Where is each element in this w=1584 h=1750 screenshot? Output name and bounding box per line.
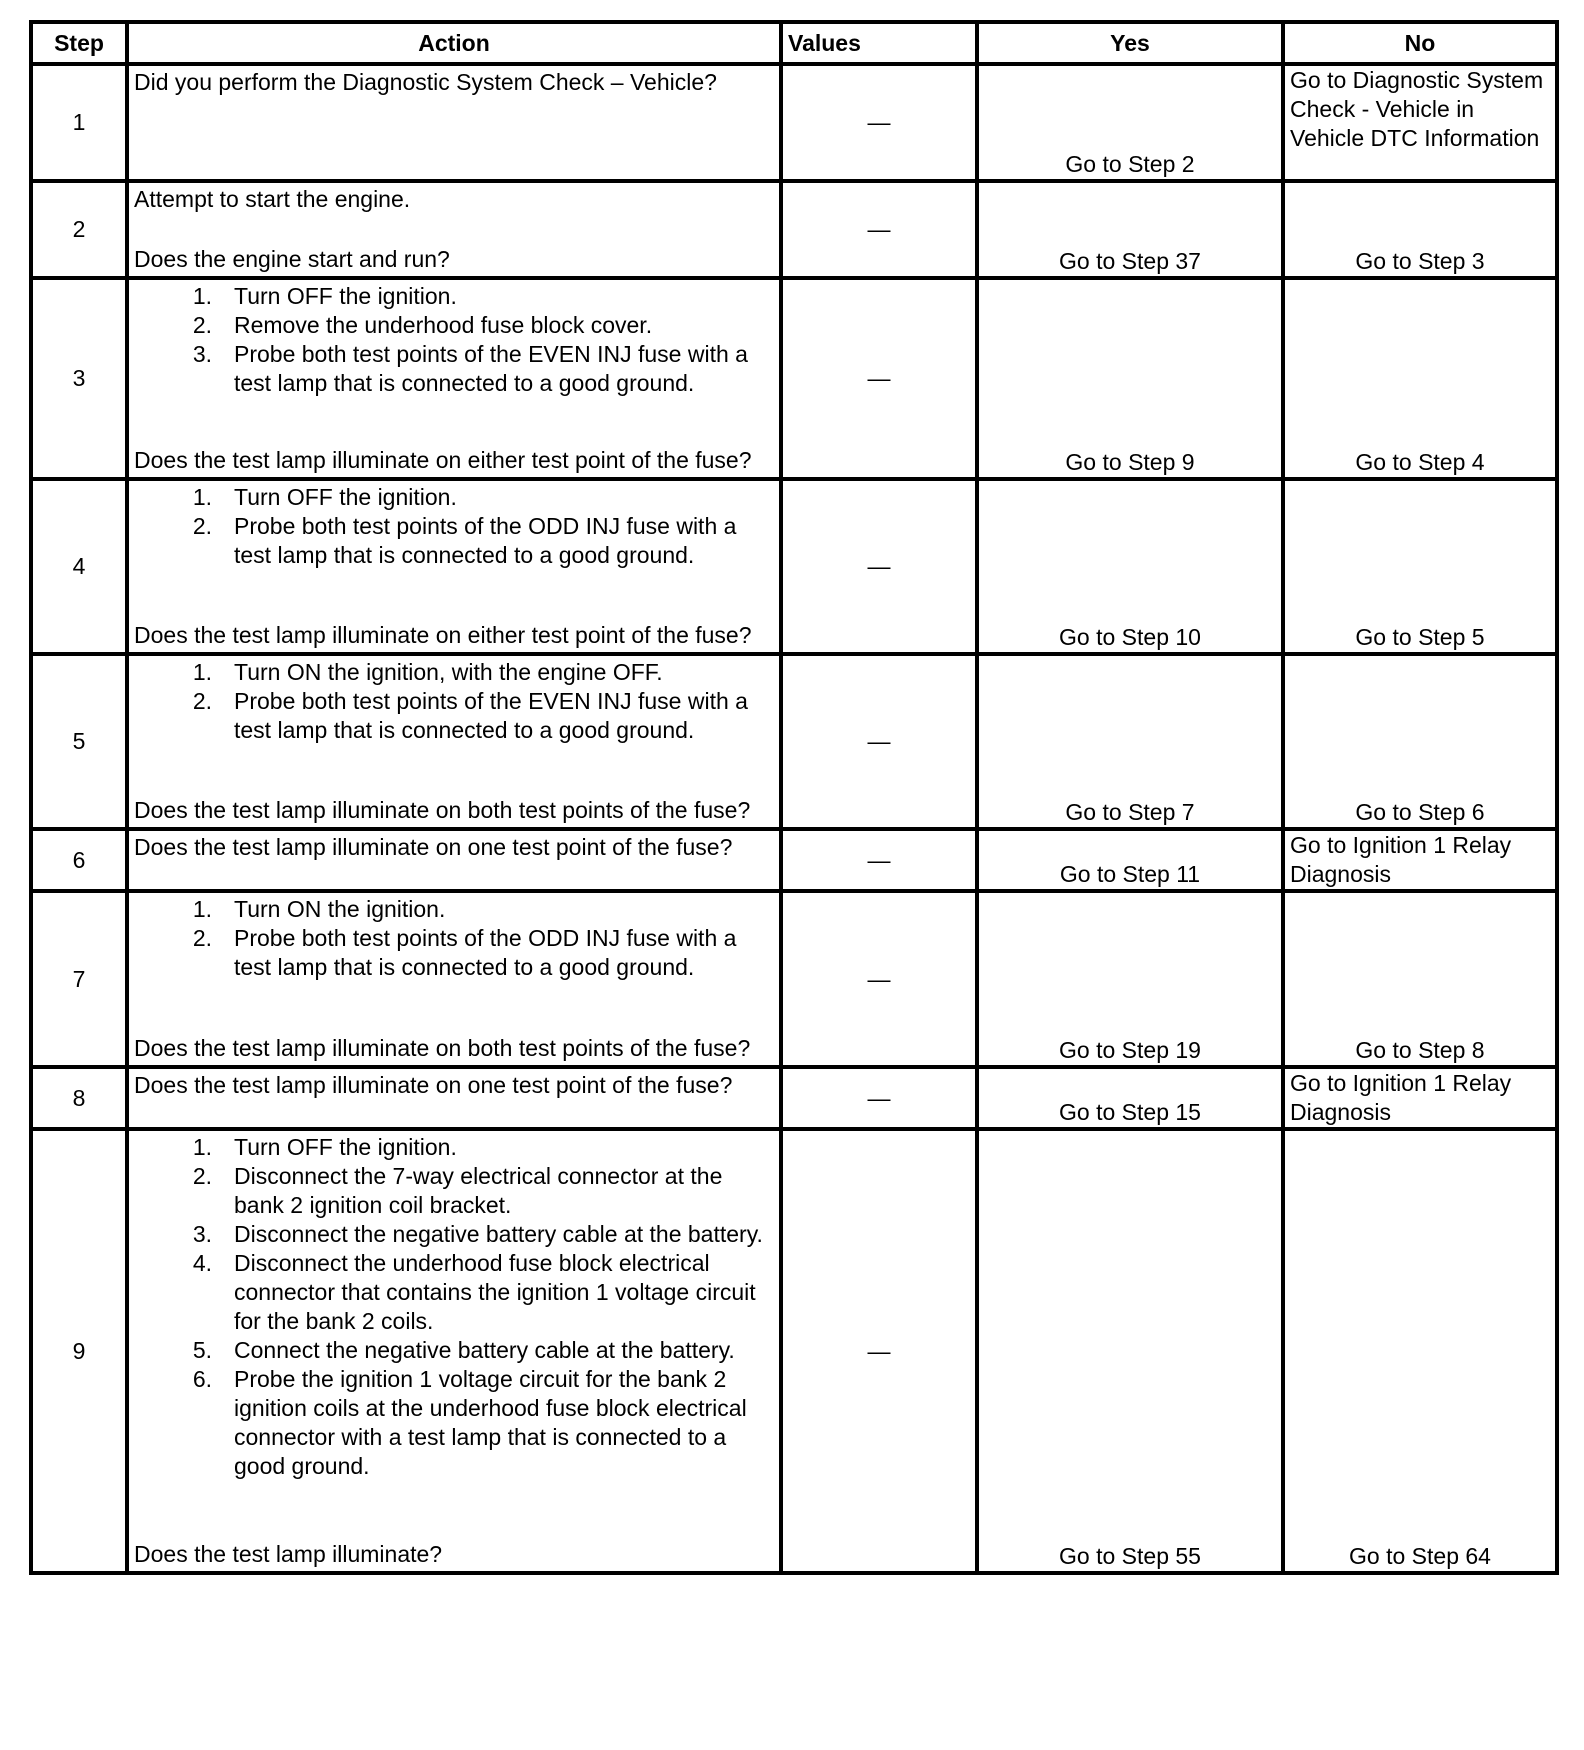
table-row (31, 479, 1557, 654)
action-steps-list (134, 1133, 774, 1481)
table-row (31, 829, 1557, 891)
no-link[interactable]: Go to Step 3 (1283, 181, 1557, 278)
values-cell: — (781, 1129, 977, 1573)
step-number: 4 (31, 479, 127, 654)
values-cell: — (781, 829, 977, 891)
header-row (31, 22, 1557, 64)
list-item-text: Turn ON the ignition. (234, 896, 446, 922)
action-steps-list (134, 483, 774, 570)
action-question: Does the engine start and run? (134, 246, 450, 272)
list-item (134, 1336, 774, 1365)
table-row (31, 654, 1557, 829)
list-item (134, 895, 774, 924)
header-no: No (1283, 22, 1557, 64)
list-item-text: Disconnect the negative battery cable at the battery. (234, 1221, 763, 1247)
values-cell: — (781, 654, 977, 829)
yes-link[interactable]: Go to Step 15 (977, 1067, 1283, 1129)
values-cell: — (781, 479, 977, 654)
list-item (134, 311, 774, 340)
list-item-text: Probe both test points of the ODD INJ fuse with a test lamp that is connected to a good ground. (234, 925, 737, 980)
list-item-text: Turn OFF the ignition. (234, 1134, 457, 1160)
action-steps-list (134, 658, 774, 745)
list-item-number: 2. (192, 688, 212, 714)
action-intro: Attempt to start the engine. (134, 186, 411, 212)
action-question: Does the test lamp illuminate on both test points of the fuse? (134, 1035, 751, 1061)
action-intro: Did you perform the Diagnostic System Check – Vehicle? (134, 69, 717, 95)
list-item-number: 2. (192, 925, 212, 951)
no-link[interactable]: Go to Step 4 (1283, 278, 1557, 479)
list-item-text: Probe both test points of the EVEN INJ fuse with a test lamp that is connected to a good ground. (234, 688, 748, 743)
action-cell (127, 278, 781, 479)
yes-link[interactable]: Go to Step 19 (977, 891, 1283, 1067)
action-steps-list (134, 895, 774, 982)
list-item-text: Disconnect the underhood fuse block electrical connector that contains the ignition 1 voltage circuit for the bank 2 coils. (234, 1250, 756, 1334)
list-item-number: 6. (192, 1366, 212, 1392)
step-number: 3 (31, 278, 127, 479)
action-cell (127, 829, 781, 891)
list-item-number: 1. (192, 484, 212, 510)
action-intro: Does the test lamp illuminate on one test point of the fuse? (134, 1072, 733, 1098)
step-number: 7 (31, 891, 127, 1067)
no-link[interactable]: Go to Diagnostic System Check - Vehicle in Vehicle DTC Information (1283, 64, 1557, 181)
table-row (31, 181, 1557, 278)
list-item (134, 340, 774, 398)
list-item-number: 1. (192, 1134, 212, 1160)
no-link[interactable]: Go to Step 64 (1283, 1129, 1557, 1573)
step-number: 9 (31, 1129, 127, 1573)
list-item-number: 2. (192, 513, 212, 539)
header-values: Values (781, 22, 977, 64)
list-item-number: 2. (192, 1163, 212, 1189)
list-item-number: 3. (192, 1221, 212, 1247)
no-link[interactable]: Go to Step 6 (1283, 654, 1557, 829)
list-item-number: 5. (192, 1337, 212, 1363)
header-yes: Yes (977, 22, 1283, 64)
list-item-number: 4. (192, 1250, 212, 1276)
no-link[interactable]: Go to Ignition 1 Relay Diagnosis (1283, 829, 1557, 891)
list-item-text: Probe both test points of the ODD INJ fuse with a test lamp that is connected to a good ground. (234, 513, 737, 568)
action-question: Does the test lamp illuminate on either test point of the fuse? (134, 447, 752, 473)
action-question: Does the test lamp illuminate? (134, 1541, 443, 1567)
list-item (134, 282, 774, 311)
yes-link[interactable]: Go to Step 9 (977, 278, 1283, 479)
step-number: 6 (31, 829, 127, 891)
action-steps-list (134, 282, 774, 398)
list-item-number: 1. (192, 283, 212, 309)
list-item-text: Disconnect the 7-way electrical connector at the bank 2 ignition coil bracket. (234, 1163, 723, 1218)
action-cell (127, 891, 781, 1067)
values-cell: — (781, 64, 977, 181)
yes-link[interactable]: Go to Step 11 (977, 829, 1283, 891)
list-item-text: Probe both test points of the EVEN INJ fuse with a test lamp that is connected to a good ground. (234, 341, 748, 396)
yes-link[interactable]: Go to Step 2 (977, 64, 1283, 181)
values-cell: — (781, 891, 977, 1067)
table-row (31, 891, 1557, 1067)
list-item (134, 658, 774, 687)
yes-link[interactable]: Go to Step 10 (977, 479, 1283, 654)
header-action: Action (127, 22, 781, 64)
diagnostic-table (29, 20, 1559, 1575)
no-link[interactable]: Go to Ignition 1 Relay Diagnosis (1283, 1067, 1557, 1129)
step-number: 2 (31, 181, 127, 278)
header-step: Step (31, 22, 127, 64)
action-cell (127, 64, 781, 181)
step-number: 8 (31, 1067, 127, 1129)
action-question: Does the test lamp illuminate on both test points of the fuse? (134, 797, 751, 823)
list-item (134, 1162, 774, 1220)
table-row (31, 1067, 1557, 1129)
step-number: 5 (31, 654, 127, 829)
table-row (31, 1129, 1557, 1573)
list-item (134, 512, 774, 570)
action-cell (127, 479, 781, 654)
list-item (134, 1249, 774, 1336)
yes-link[interactable]: Go to Step 7 (977, 654, 1283, 829)
list-item-text: Probe the ignition 1 voltage circuit for the bank 2 ignition coils at the underhood fuse block electrical connector with a test lamp that is connected to a good ground. (234, 1366, 747, 1479)
values-cell: — (781, 181, 977, 278)
list-item-number: 1. (192, 659, 212, 685)
action-question: Does the test lamp illuminate on either test point of the fuse? (134, 622, 752, 648)
list-item-number: 1. (192, 896, 212, 922)
list-item (134, 483, 774, 512)
yes-link[interactable]: Go to Step 37 (977, 181, 1283, 278)
table-row (31, 64, 1557, 181)
list-item (134, 1220, 774, 1249)
step-number: 1 (31, 64, 127, 181)
list-item-text: Turn OFF the ignition. (234, 484, 457, 510)
list-item-number: 3. (192, 341, 212, 367)
no-link[interactable]: Go to Step 8 (1283, 891, 1557, 1067)
values-cell: — (781, 278, 977, 479)
action-intro: Does the test lamp illuminate on one test point of the fuse? (134, 834, 733, 860)
list-item-number: 2. (192, 312, 212, 338)
list-item (134, 924, 774, 982)
action-cell (127, 181, 781, 278)
action-cell (127, 654, 781, 829)
list-item (134, 1365, 774, 1481)
no-link[interactable]: Go to Step 5 (1283, 479, 1557, 654)
action-cell (127, 1129, 781, 1573)
table-row (31, 278, 1557, 479)
yes-link[interactable]: Go to Step 55 (977, 1129, 1283, 1573)
list-item (134, 687, 774, 745)
values-cell: — (781, 1067, 977, 1129)
list-item-text: Connect the negative battery cable at the battery. (234, 1337, 735, 1363)
list-item-text: Turn ON the ignition, with the engine OFF. (234, 659, 663, 685)
list-item (134, 1133, 774, 1162)
action-cell (127, 1067, 781, 1129)
list-item-text: Turn OFF the ignition. (234, 283, 457, 309)
list-item-text: Remove the underhood fuse block cover. (234, 312, 653, 338)
